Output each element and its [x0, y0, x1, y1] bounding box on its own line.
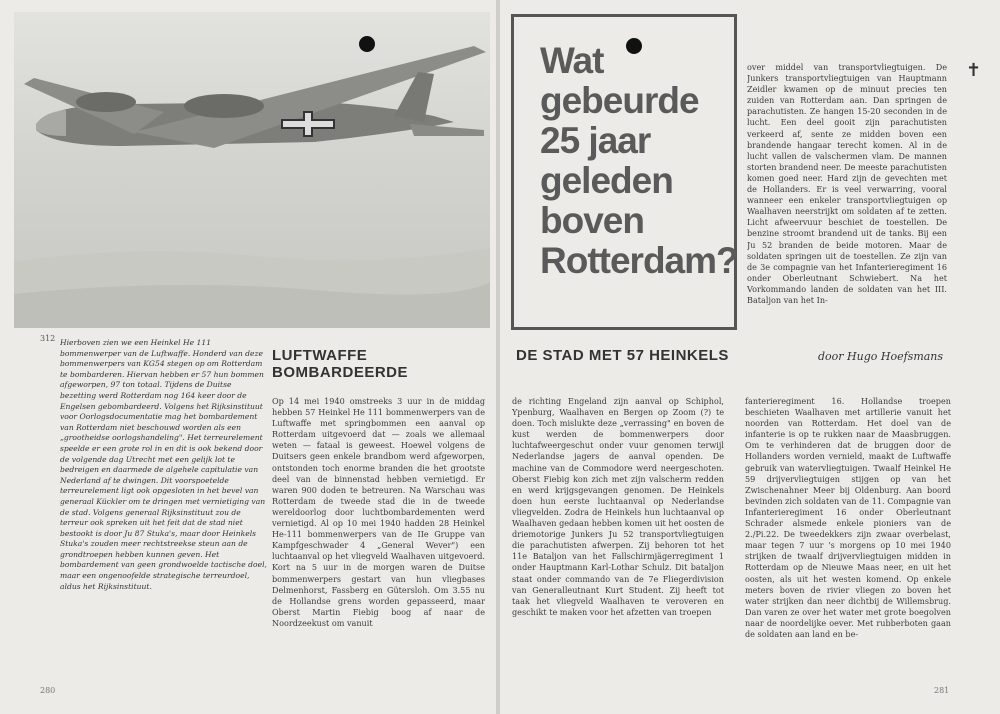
title-line-1: Wat: [540, 40, 604, 81]
article-column-2: [512, 396, 724, 702]
article-column-top-right-text: over middel van transportvliegtuigen. De Junkers transportvliegtuigen van Hauptmann Zeidler kwamen op de minuut precies ten zuiden van Rotterdam aan. Dan springen de parachutisten. Ze hangen 15-20 seconden in de lucht. Een deel gooit zijn parachutisten verkeerd af, sente ze midden boven een brandende hangaar terecht komen. Al in de lucht vallen de valschermen vlam. De mannen storten brandend neer. De meeste parachutisten komen goed neer. Hard zijn de gevechten met de Hollanders. Er is veel verwarring, vooral wanneer een enkeler transportvliegtuigen op Waalhaven neerstrijkt om soldaten af te zetten. Licht afweervuur beschiet de toestellen. De benzine stroomt brandend uit de tanks. Bij een Ju 52 branden de beide motoren. Maar de soldaten springen uit de toestellen. Ze zijn van de 3e compagnie van het Infanterieregiment 16 onder Oberleutnant Schwiebert. Na het Vorkommando landen de soldaten van het III. Bataljon van het In-: [747, 62, 947, 305]
page-number-left: 280: [40, 686, 56, 695]
heinkel-bomber-photo: [14, 12, 490, 328]
byline: door Hugo Hoefsmans: [818, 350, 944, 363]
article-column-1-text: Op 14 mei 1940 omstreeks 3 uur in de middag hebben 57 Heinkel He 111 bommenwerpers van de Luftwaffe met springbommen een aanval op Rotterdam uitgevoerd dat — zoals we allemaal weten — fataal is geweest. Hoewel volgens de Duitsers geen enkele brandbom werd afgeworpen, ontstonden toch enorme branden die het grootste deel van de binnenstad hebben vernietigd. Er waren 900 doden te betreuren. Na Warschau was Rotterdam de tweede stad die in de tweede wereldoorlog door luchtbombardementen werd vernietigd. Al op 10 mei 1940 hadden 28 Heinkel He-111 bommenwerpers van de IIe Gruppe van Kampfgeschwader 4 „General Wever") een luchtaanval op het vliegveld Waalhaven uitgevoerd. Kort na 5 uur in de morgen waren de Duitse bommenwerpers gestart van hun vliegbases Delmenhorst, Fassberg en Gütersloh. Om 3.55 nu de Hollandse grens worden gepasseerd, maar Oberst Martin Fiebig boog af naar de Noordzeekust om vanuit: [272, 396, 485, 628]
title-line-4: geleden: [540, 160, 673, 201]
article-column-top-right: [747, 62, 947, 334]
article-column-2-text: de richting Engeland zijn aanval op Schiphol, Ypenburg, Waalhaven en Bergen op Zoom (?) te doen. Toch mislukte deze „verrassing" en boven de kust werden de bommenwerpers door luchtafweergeschut onder vuur genomen terwijl Nederlandse jagers de aanval openden. De machine van de Commodore werd neergeschoten. Oberst Fiebig kon zich met zijn valscherm redden en werd krijgsgevangen genomen. De Heinkels doen hun eerste luchtaanval op Nederlandse vliegvelden. Zodra de Heinkels hun luchtaanval op Waalhaven gedaan hebben komen uit het oosten de driemotorige Junkers Ju 52 transportvliegtuigen die parachutisten afwerpen. Zij behoren tot het 11e Bataljon van het Fallschirmjägerregiment 1 onder Hauptmann Karl-Lothar Schulz. Dit bataljon staat onder commando van de 7e Fliegerdivision van Generalleutnant Kurt Student. Zij heeft tot taak het vliegveld Waalhaven te veroveren en geschikt te maken voor het afzetten van troepen: [512, 396, 724, 617]
margin-mark: ✝: [966, 60, 982, 81]
article-column-3-text: fanterieregiment 16. Hollandse troepen beschieten Waalhaven met artillerie vanuit het noorden van Rotterdam. Het doel van de infanterie is op te rukken naar de Maasbruggen. Om te verhinderen dat de bruggen door de Hollanders worden vernield, maakt de Luftwaffe gebruik van watervliegtuigen. Twaalf Heinkel He 59 drijvervliegtuigen stijgen op van het Zwischenahner Meer bij Oldenburg. Aan boord bevinden zich soldaten van de 11. Compagnie van Infanterieregiment 16 onder Oberleutnant Schrader alsmede enkele pioniers van de 2./Pi.22. De tweedekkers zijn zwaar overbelast, maar tegen 7 uur 's morgens op 10 mei 1940 strijken de twaalf drijvervliegtuigen midden in Rotterdam op de Nieuwe Maas neer, en uit het oosten, als uit het westen komend. Op enkele meters boven de rivier vliegen zo boven het water strijken dan neer dichtbij de Willemsbrug. Dan varen ze over het water met grote boegolven naar de noordelijke oever. Met rubberboten gaan de soldaten aan land en be-: [745, 396, 951, 639]
punch-hole-left: [359, 36, 375, 52]
title-line-3: 25 jaar: [540, 120, 651, 161]
title-box: [511, 14, 737, 330]
bomber-aircraft-image: [14, 12, 490, 328]
article-title: [540, 40, 738, 281]
headline-right: DE STAD MET 57 HEINKELS: [516, 347, 729, 364]
headline-left: LUFTWAFFE BOMBARDEERDE: [272, 347, 409, 381]
article-column-3: [745, 396, 951, 702]
article-column-1: [272, 396, 485, 702]
title-line-2: gebeurde: [540, 80, 699, 121]
title-line-6: Rotterdam?: [540, 240, 738, 281]
page-number-right: 281: [934, 686, 950, 695]
photo-caption: [60, 338, 270, 706]
caption-text: Hierboven zien we een Heinkel He 111 bommenwerper van de Luftwaffe. Honderd van deze bommenwerpers van KG54 stegen op om Rotterdam te bombarderen. Hiervan hebben er 57 hun bommen afgeworpen, 97 ton totaal. Tijdens de Duitse bezetting werd Rotterdam nog 164 keer door de Engelsen gebombardeerd. Volgens het Rijksinstituut voor Oorlogsdocumentatie mag het bombardement van Rotterdam niet beschouwd worden als een „grootheidse oorlogshandeling". Het terreurelement speelde er een grote rol in en dit is ook bekend door de volgende dag Utrecht met een gelijk lot te bedreigen en daarmede de algehele capitulatie van Nederland af te dwingen. Dit voorspoetelde terreurelement ligt ook opgesloten in het bevel van generaal Kückler om te dringen met vernietiging van de stad. Volgens generaal Rijksinstituut zou de terreur ook spreken uit het feit dat de stad niet bestookt is door Ju 87 Stuka's, maar door Heinkels Stuka's zouden meer rechtstreekse steun aan de grondtroepen hebben kunnen geven. Het bombardement van geen grondwoelde tactische doel, maar een ongenoofelde strategische terreurdoel, aldus het Rijksinstituut.: [60, 338, 267, 591]
punch-hole-right: [626, 38, 642, 54]
title-line-5: boven: [540, 200, 644, 241]
left-page: [0, 0, 496, 714]
caption-page-number: 312: [40, 334, 56, 343]
